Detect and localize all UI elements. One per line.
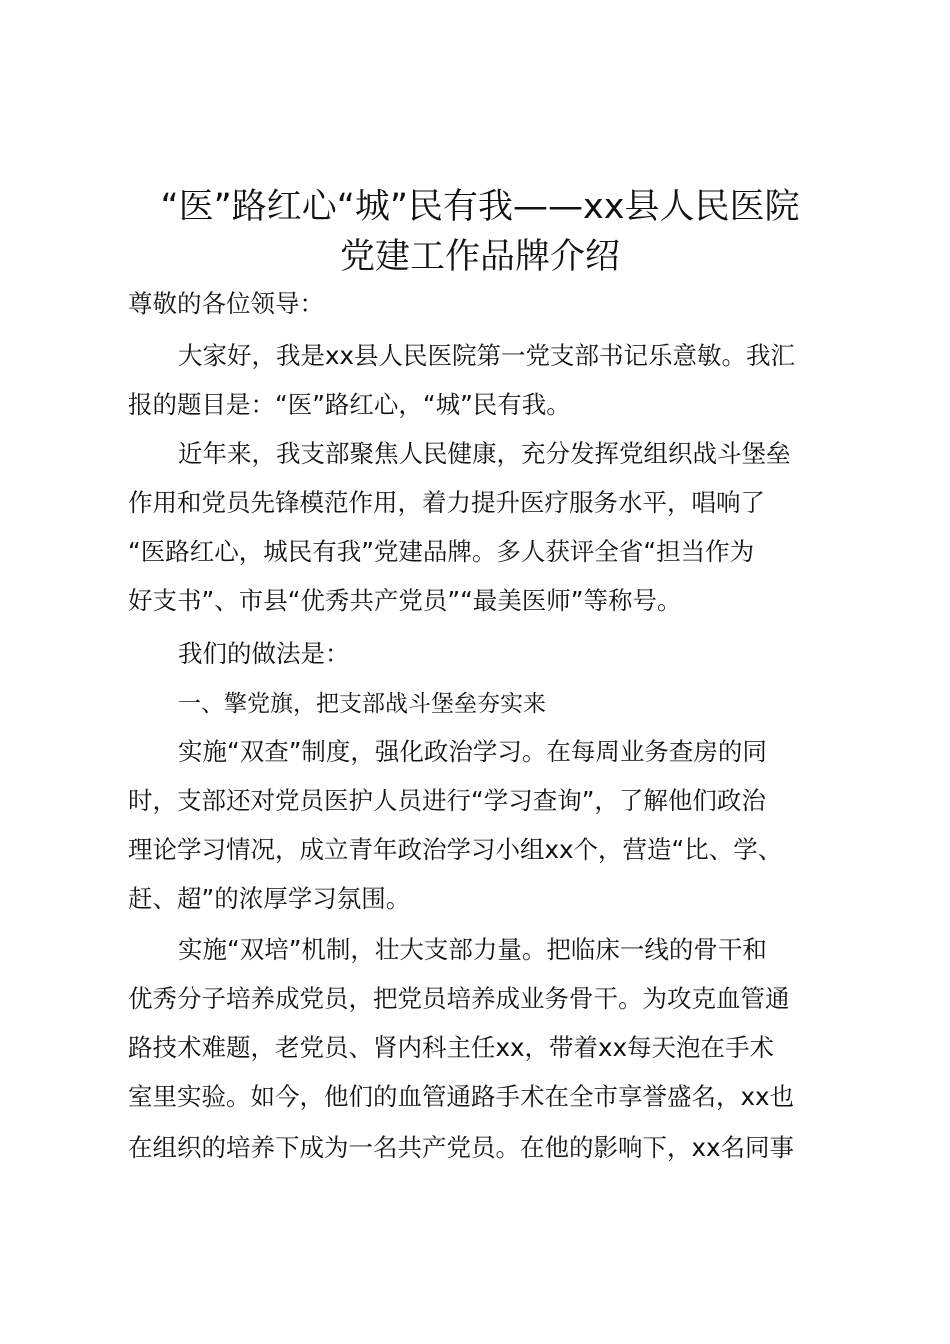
paragraph-line: 理论学习情况，成立青年政治学习小组xx个，营造“比、学、 — [128, 835, 783, 864]
paragraph-line: 大家好，我是xx县人民医院第一党支部书记乐意敏。我汇 — [178, 341, 795, 370]
paragraph-line: 近年来，我支部聚焦人民健康，充分发挥党组织战斗堡垒 — [178, 439, 791, 468]
salutation: 尊敬的各位领导： — [128, 289, 324, 318]
paragraph-line: 在组织的培养下成为一名共产党员。在他的影响下，xx名同事 — [128, 1133, 794, 1162]
paragraph-line: 赶、超”的浓厚学习氛围。 — [128, 884, 411, 913]
paragraph-line: 作用和党员先锋模范作用，着力提升医疗服务水平，唱响了 — [128, 488, 765, 517]
section-heading: 一、擎党旗，把支部战斗堡垒夯实来 — [178, 691, 546, 717]
paragraph-line: 室里实验。如今，他们的血管通路手术在全市享誉盛名，xx也 — [128, 1082, 794, 1111]
paragraph-line: 实施“双查”制度，强化政治学习。在每周业务查房的同 — [178, 737, 767, 766]
paragraph-line: 时，支部还对党员医护人员进行“学习查询”，了解他们政治 — [128, 786, 766, 815]
paragraph-line: 好支书”、市县“优秀共产党员”“最美医师”等称号。 — [128, 586, 682, 615]
document-title-line-2: 党建工作品牌介绍 — [339, 237, 620, 277]
document-title-line-1: “医”路红心“城”民有我——xx县人民医院 — [160, 187, 800, 227]
paragraph-line: 优秀分子培养成党员，把党员培养成业务骨干。为攻克血管通 — [128, 984, 790, 1013]
paragraph-line: 报的题目是：“医”路红心，“城”民有我。 — [128, 390, 571, 419]
paragraph-line: 路技术难题，老党员、肾内科主任xx，带着xx每天泡在手术 — [128, 1033, 774, 1062]
paragraph-line: 我们的做法是： — [178, 639, 350, 668]
paragraph-line: 实施“双培”机制，壮大支部力量。把临床一线的骨干和 — [178, 935, 767, 964]
paragraph-line: “医路红心，城民有我”党建品牌。多人获评全省“担当作为 — [128, 537, 755, 566]
